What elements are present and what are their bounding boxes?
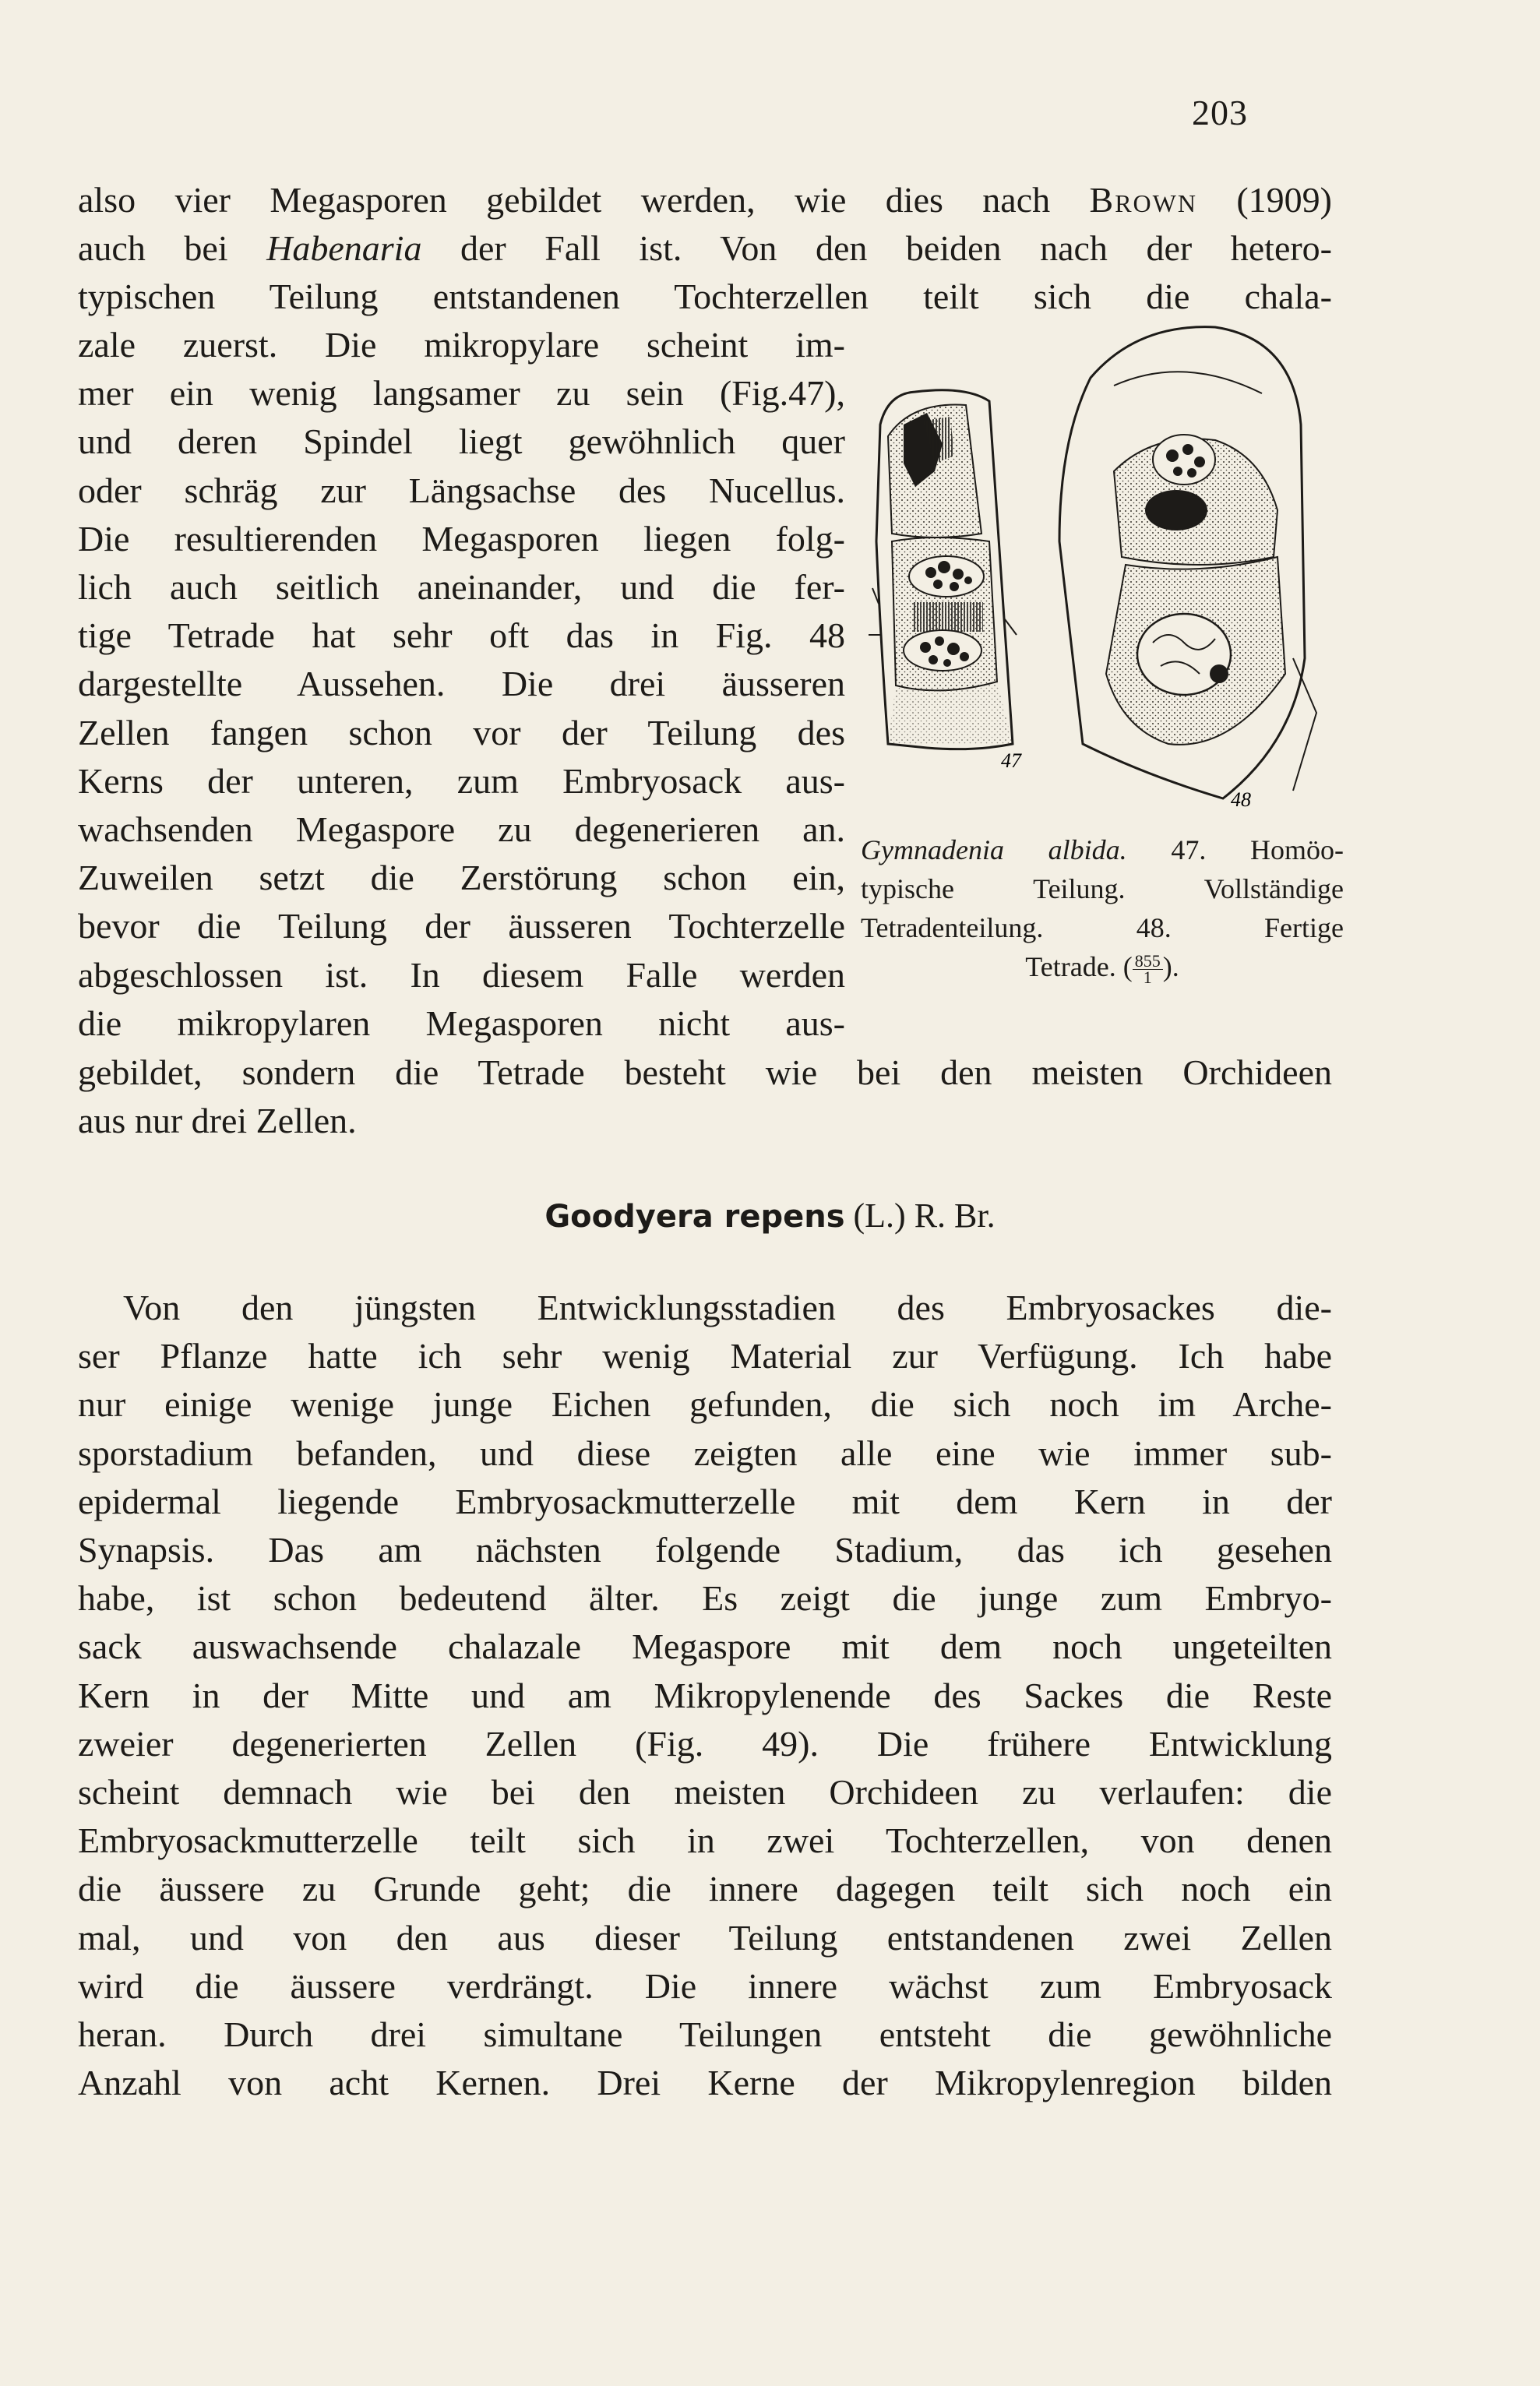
text-line: typischen Teilung entstandenen Tochterzellen teilt sich die chala-: [78, 277, 1332, 317]
species-heading: Goodyera repens: [544, 1199, 845, 1235]
figure-label-48: 48: [1231, 788, 1251, 811]
caption-line: typische Teilung. Vollständige: [861, 873, 1344, 904]
text-line: also vier Megasporen gebildet werden, wie dies nach Brown (1909): [78, 180, 1332, 220]
text-line: auch bei Habenaria der Fall ist. Von den beiden nach der hetero-: [78, 228, 1332, 269]
text-line: tige Tetrade hat sehr oft das in Fig. 48: [78, 615, 845, 656]
text-line: Anzahl von acht Kernen. Drei Kerne der Mikropylenregion bilden: [78, 2063, 1332, 2103]
section-heading: [0, 1196, 1540, 1235]
text-line: und deren Spindel liegt gewöhnlich quer: [78, 421, 845, 462]
text-line: die mikropylaren Megasporen nicht aus-: [78, 1003, 845, 1043]
text-line: zweier degenerierten Zellen (Fig. 49). Die frühere Entwicklung: [78, 1723, 1332, 1764]
magnification: $\frac{855}{1}$: [1133, 953, 1163, 985]
page-number: 203: [1192, 93, 1248, 132]
text-line: sack auswachsende chalazale Megaspore mit dem noch ungeteilten: [78, 1626, 1332, 1667]
paragraph-2: [78, 1284, 1332, 2107]
text-line: dargestellte Aussehen. Die drei äusseren: [78, 664, 845, 704]
text-line: zale zuerst. Die mikropylare scheint im-: [78, 325, 845, 365]
text-line: Von den jüngsten Entwicklungsstadien des Embryosackes die-: [123, 1288, 1332, 1327]
text-line: ser Pflanze hatte ich sehr wenig Material zur Verfügung. Ich habe: [78, 1336, 1332, 1376]
text-line: nur einige wenige junge Eichen gefunden, die sich noch im Arche-: [78, 1384, 1332, 1425]
text-line: aus nur drei Zellen.: [78, 1101, 357, 1141]
text-line: oder schräg zur Längsachse des Nucellus.: [78, 470, 845, 510]
author-name: Brown: [1089, 180, 1197, 220]
figure-caption: [861, 830, 1344, 986]
species-author: (L.) R. Br.: [844, 1197, 996, 1235]
caption-line: Tetradenteilung. 48. Fertige: [861, 912, 1344, 943]
genus-name: Habenaria: [266, 228, 422, 269]
text-line: habe, ist schon bedeutend älter. Es zeigt die junge zum Embryo-: [78, 1578, 1332, 1619]
text-line: Embryosackmutterzelle teilt sich in zwei Tochterzellen, von denen: [78, 1820, 1332, 1861]
text-line: wird die äussere verdrängt. Die innere wächst zum Embryosack: [78, 1965, 1332, 2006]
text-line: epidermal liegende Embryosackmutterzelle mit dem Kern in der: [78, 1481, 1332, 1521]
text-line: die äussere zu Grunde geht; die innere dagegen teilt sich noch ein: [78, 1869, 1332, 1909]
text-line: gebildet, sondern die Tetrade besteht wie bei den meisten Orchideen: [78, 1052, 1332, 1092]
text-line: wachsenden Megaspore zu degenerieren an.: [78, 809, 845, 850]
text-line: Kerns der unteren, zum Embryosack aus-: [78, 760, 845, 801]
text-line: scheint demnach wie bei den meisten Orchideen zu verlaufen: die: [78, 1772, 1332, 1813]
figure-48-drawing: [1059, 327, 1316, 811]
text-line: mer ein wenig langsamer zu sein (Fig.47),: [78, 373, 845, 414]
text-line: Synapsis. Das am nächsten folgende Stadium, das ich gesehen: [78, 1530, 1332, 1570]
caption-line: Gymnadenia albida. 47. Homöo-: [861, 834, 1344, 865]
text-line: heran. Durch drei simultane Teilungen entsteht die gewöhnliche: [78, 2014, 1332, 2055]
species-name: Gymnadenia albida.: [861, 834, 1127, 865]
caption-line: Tetrade. ( $\frac{855}{1}$ ).: [1025, 951, 1179, 988]
paragraph-1-bottom: [78, 1049, 1332, 1145]
text-line: mal, und von den aus dieser Teilung entstandenen zwei Zellen: [78, 1917, 1332, 1958]
figure-label-47: 47: [1001, 749, 1021, 772]
text-line: abgeschlossen ist. In diesem Falle werden: [78, 954, 845, 995]
figure-47-drawing: [869, 390, 1022, 772]
paragraph-1-column: [78, 321, 845, 1048]
text-line: Die resultierenden Megasporen liegen folg-: [78, 518, 845, 559]
text-line: lich auch seitlich aneinander, und die fer-: [78, 567, 845, 608]
paragraph-1-top: [78, 176, 1332, 322]
text-line: bevor die Teilung der äusseren Tochterzelle: [78, 906, 845, 946]
text-line: sporstadium befanden, und diese zeigten alle eine wie immer sub-: [78, 1433, 1332, 1473]
text-line: Kern in der Mitte und am Mikropylenende des Sackes die Reste: [78, 1675, 1332, 1715]
figure-47-48: [857, 308, 1340, 845]
text-line: Zellen fangen schon vor der Teilung des: [78, 712, 845, 752]
text-line: Zuweilen setzt die Zerstörung schon ein,: [78, 858, 845, 898]
